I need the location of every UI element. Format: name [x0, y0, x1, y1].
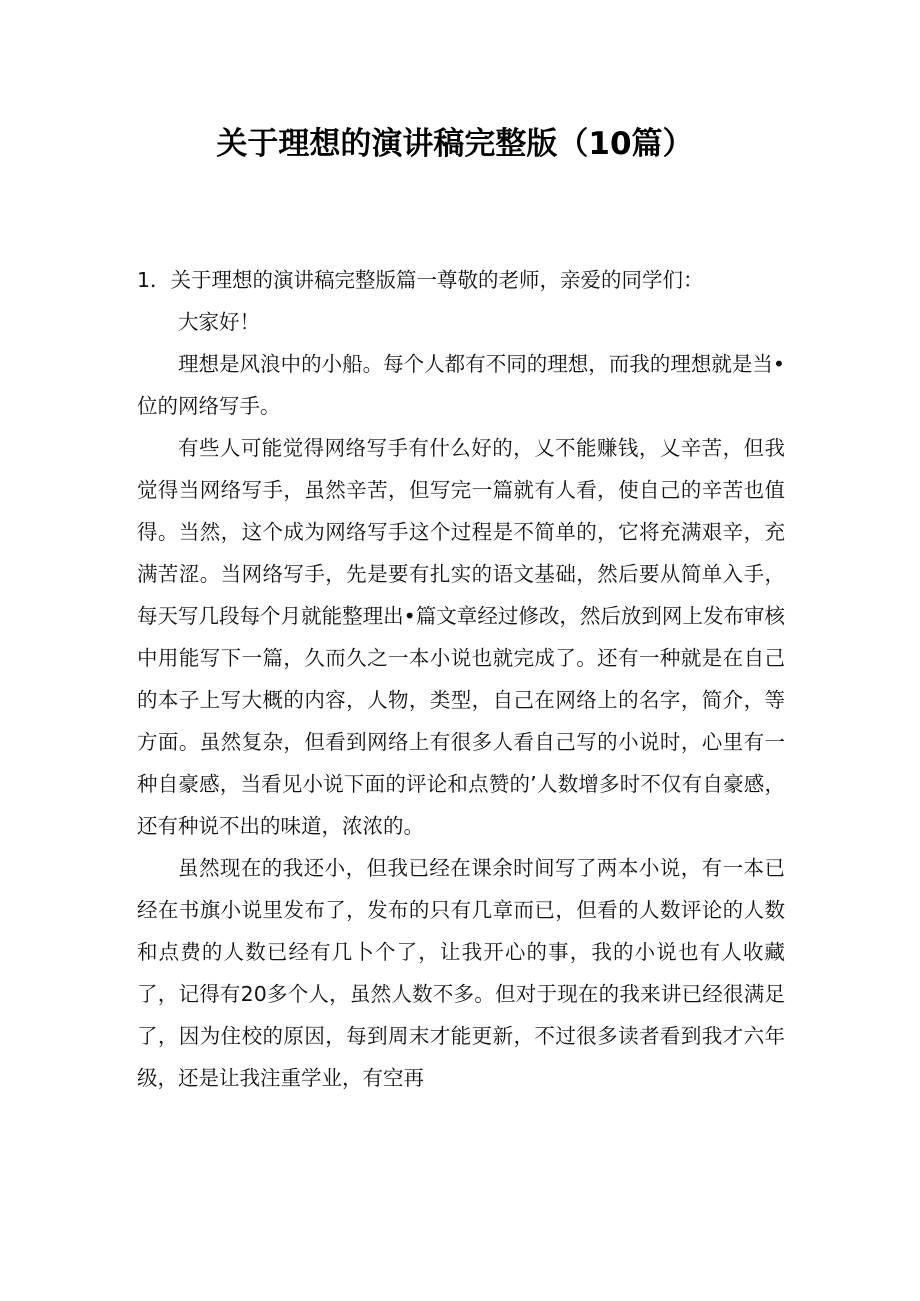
- document-title: 关于理想的演讲稿完整版（10篇）: [216, 126, 694, 162]
- body-paragraph: 有些人可能觉得网络写手有什么好的，乂不能赚钱，乂辛苦，但我觉得当网络写手，虽然辛苦，但写完一篇就有人看，使自己的辛苦也值得。当然，这个成为网络写手这个过程是不简单的，它将充满艰辛，充满苦涩。当网络写手，先是要有扎实的语文基础，然后要从简单入手，每天写几段每个月就能整理出•篇文章经过修改，然后放到网上发布审核中用能写下一篇，久而久之一本小说也就完成了。还有一种就是在自己的本子上写大概的内容，人物，类型，自己在网络上的名字，简介，等方面。虽然复杂，但看到网络上有很多人看自己写的小说时，心里有一种自豪感，当看见小说下面的评论和点赞的’人数增多时不仅有自豪感，还有种说不出的味道，浓浓的。: [137, 436, 785, 838]
- document-body: [137, 259, 785, 1099]
- greeting-paragraph: 大家好！: [178, 310, 260, 334]
- section-heading-paragraph: 1．关于理想的演讲稿完整版篇一尊敬的老师，亲爱的同学们：: [137, 268, 704, 292]
- body-paragraph: 虽然现在的我还小，但我已经在课余时间写了两本小说，有一本已经在书旗小说里发布了，发布的只有几章而已，但看的人数评论的人数和点费的人数已经有几卜个了，让我开心的事，我的小说也有人收藏了，记得有20多个人，虽然人数不多。但对于现在的我来讲已经很满足了，因为住校的原因，每到周末才能更新，不过很多读者看到我才六年级，还是让我注重学业，有空再: [137, 856, 785, 1090]
- body-paragraph: 理想是风浪中的小船。每个人都有不同的理想，而我的理想就是当•位的网络写手。: [137, 352, 785, 418]
